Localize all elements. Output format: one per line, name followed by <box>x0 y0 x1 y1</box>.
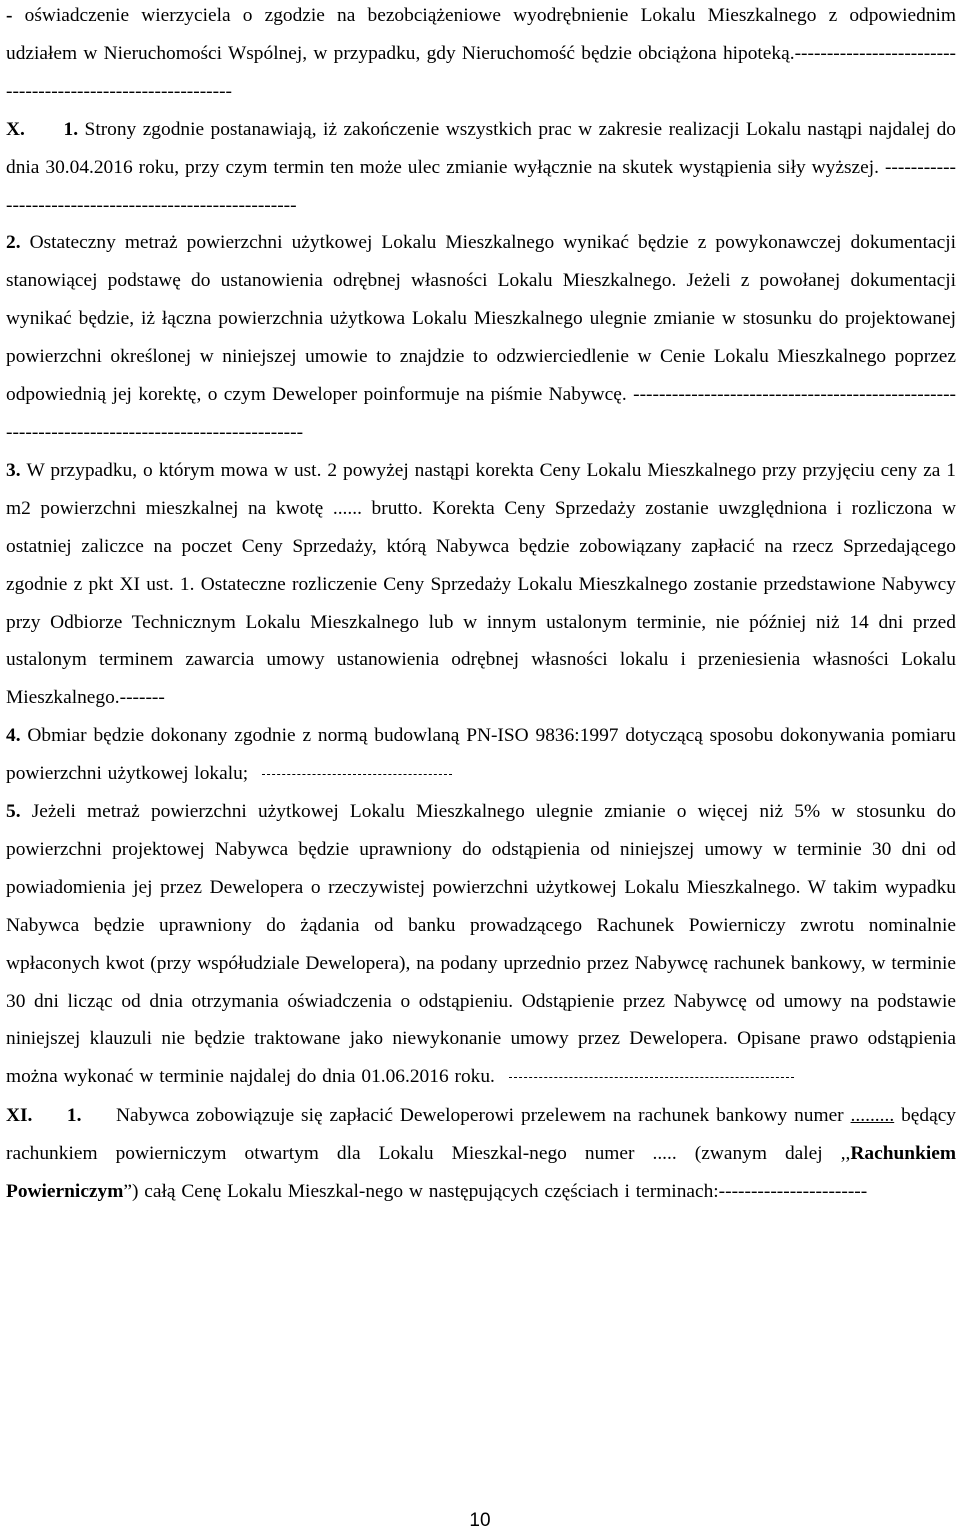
paragraph-text: W przypadku, o którym mowa w ust. 2 powyżej nastąpi korekta Ceny Lokalu Mieszkalnego przy przyjęciu ceny za 1 m2 powierzchni mieszkalnej na kwotę ...... brutto. Korekta Ceny Sprzedaży zostanie uwzględniona i rozliczona w ostatniej zaliczce na poczet Ceny Sprzedaży, którą Nabywca będzie zobowiązany zapłacić na rzecz Sprzedającego zgodnie z pkt XI ust. 1. Ostateczne rozliczenie Ceny Sprzedaży Lokalu Mieszkalnego zostanie przedstawione Nabywcy przy Odbiorze Technicznym Lokalu Mieszkalnego lub w innym ustalonym terminie, nie później niż 14 dni przed ustalonym terminem zawarcia umowy ustanowienia odrębnej własności lokalu i przeniesienia własności Lokalu Mieszkalnego.------- <box>6 459 957 709</box>
account-number-placeholder: ......... <box>850 1105 895 1127</box>
section-x-clause-5 <box>6 793 956 1096</box>
trailing-dashed-rule <box>509 1077 794 1078</box>
section-x-clause-1 <box>6 111 956 225</box>
paragraph-text: Obmiar będzie dokonany zgodnie z normą budowlaną PN-ISO 9836:1997 dotyczącą sposobu dokonywania pomiaru powierzchni użytkowej lokalu; <box>6 725 957 785</box>
paragraph-text: Ostateczny metraż powierzchni użytkowej Lokalu Mieszkalnego wynikać będzie z powykonawczej dokumentacji stanowiącej podstawę do ustanowienia odrębnej własności Lokalu Mieszkalnego. Jeżeli z powołanej dokumentacji wynikać będzie, iż łączna powierzchnia użytkowa Lokalu Mieszkalnego ulegnie zmianie w stosunku do projektowanej powierzchni określonej w niniejszej umowie to znajdzie to odzwierciedlenie w Cenie Lokalu Mieszkalnego poprzez odpowiednią jej korektę, o czym Deweloper poinformuje na piśmie Nabywcę. ------------------------------------------------------------------------------------------------ <box>6 232 957 443</box>
page-number: 10 <box>469 1510 491 1531</box>
section-number: XI. 1. <box>6 1105 117 1127</box>
section-number: X. 1. <box>6 118 85 140</box>
trailing-dashed-rule <box>262 774 452 775</box>
clause-number: 4. <box>6 725 28 747</box>
clause-number: 2. <box>6 232 30 254</box>
paragraph-consent-statement <box>6 0 956 111</box>
paragraph-text: oświadczenie wierzyciela o zgodzie na bezobciążeniowe wyodrębnienie Lokalu Mieszkalnego z odpowiednim udziałem w Nieruchomości Wspólnej, w przypadku, gdy Nieruchomość będzie obciążona hipoteką.------------------------------------------------------------ <box>6 5 956 102</box>
paragraph-text: Nabywca zobowiązuje się zapłacić Deweloperowi przelewem na rachunek bankowy numer <box>116 1105 851 1127</box>
clause-number: 3. <box>6 459 27 481</box>
section-x-clause-3 <box>6 452 956 717</box>
clause-number: 5. <box>6 801 32 823</box>
document-page <box>6 0 956 1211</box>
paragraph-text: będący rachunkiem powierniczym otwartym dla Lokalu Mieszkal-nego numer ..... (zwanym dalej ,, <box>6 1105 957 1165</box>
paragraph-text: Strony zgodnie postanawiają, iż zakończenie wszystkich prac w zakresie realizacji Lokalu nastąpi najdalej do dnia 30.04.2016 roku, przy czym termin ten może ulec zmianie wyłącznie na skutek wystąpienia siły wyższej. -------------------------------------------------------- <box>6 118 956 216</box>
section-x-clause-2 <box>6 224 956 451</box>
section-x-clause-4 <box>6 717 956 793</box>
section-xi-clause-1 <box>6 1097 956 1211</box>
defined-term: Rachunkiem Powierniczym <box>6 1143 956 1203</box>
paragraph-text: ”) całą Cenę Lokalu Mieszkal-nego w następujących częściach i terminach:----------------------- <box>123 1181 868 1203</box>
list-bullet: - <box>6 5 25 26</box>
paragraph-text: Jeżeli metraż powierzchni użytkowej Lokalu Mieszkalnego ulegnie zmianie o więcej niż 5% w stosunku do powierzchni projektowej Nabywca będzie uprawniony do odstąpienia od niniejszej umowy w terminie 30 dni od powiadomienia jej przez Dewelopera o rzeczywistej powierzchni użytkowej Lokalu Mieszkalnego. W takim wypadku Nabywca będzie uprawniony do żądania od banku prowadzącego Rachunek Powierniczy zwrotu nominalnie wpłaconych kwot (przy współudziale Dewelopera), na podany uprzednio przez Nabywcę rachunek bankowy, w terminie 30 dni licząc od dnia otrzymania oświadczenia o odstąpieniu. Odstąpienie przez Nabywcę od umowy na podstawie niniejszej klauzuli nie będzie traktowane jako niewykonanie umowy przez Dewelopera. Opisane prawo odstąpienia można wykonać w terminie najdalej do dnia 01.06.2016 roku. <box>6 801 956 1088</box>
